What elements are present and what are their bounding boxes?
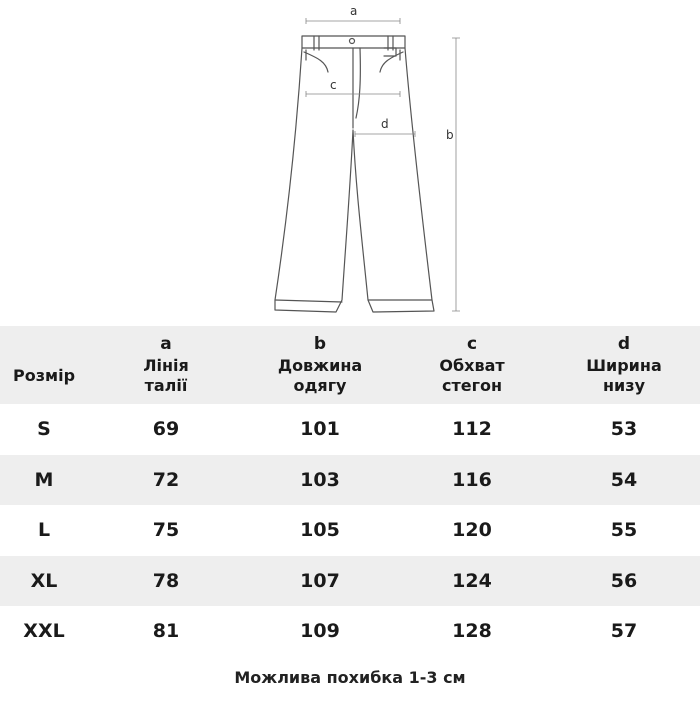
- header-size: [0, 326, 88, 404]
- cell-length: 103: [300, 468, 340, 491]
- cell-bottom-width: 54: [610, 468, 638, 491]
- cell-length: 109: [300, 620, 340, 643]
- header-letter: d: [617, 334, 631, 354]
- cell-size: XL: [30, 569, 58, 592]
- header-line: талії: [144, 376, 188, 395]
- cell-hips: 116: [452, 468, 492, 491]
- header-letter: b: [313, 334, 327, 354]
- size-chart-table: [0, 326, 700, 657]
- table-row: [0, 556, 700, 607]
- cell-hips: 124: [452, 569, 492, 592]
- cell-hips: 112: [452, 418, 492, 441]
- cell-hips: 120: [452, 519, 492, 542]
- cell-hips: 128: [452, 620, 492, 643]
- table-header-row: [0, 326, 700, 404]
- header-line: Лінія: [143, 356, 189, 375]
- header-waist: [88, 326, 244, 404]
- header-bottom-width: [548, 326, 700, 404]
- header-line: стегон: [441, 376, 502, 395]
- cell-size: L: [37, 519, 51, 542]
- table-row: [0, 606, 700, 657]
- dimension-label-d: d: [381, 117, 389, 131]
- dimension-label-a: a: [350, 4, 358, 18]
- header-line: Ширина: [586, 356, 662, 375]
- header-size-label: Розмір: [12, 366, 76, 385]
- table-row: [0, 455, 700, 506]
- tolerance-note: Можлива похибка 1-3 см: [234, 668, 466, 687]
- cell-length: 107: [300, 569, 340, 592]
- table-row: [0, 404, 700, 455]
- cell-size: XXL: [23, 620, 65, 643]
- jeans-measurement-diagram: [0, 0, 700, 325]
- cell-length: 101: [300, 418, 340, 441]
- cell-length: 105: [300, 519, 340, 542]
- header-letter: c: [466, 334, 478, 354]
- jeans-outline-icon: [0, 0, 700, 325]
- cell-waist: 72: [152, 468, 180, 491]
- cell-waist: 69: [152, 418, 180, 441]
- dimension-label-c: c: [330, 78, 337, 92]
- dimension-label-b: b: [446, 128, 454, 142]
- cell-size: S: [37, 418, 51, 441]
- cell-size: M: [34, 468, 54, 491]
- header-hips: [396, 326, 548, 404]
- header-line: Обхват: [439, 356, 505, 375]
- cell-bottom-width: 56: [610, 569, 638, 592]
- table-row: [0, 505, 700, 556]
- header-length: [244, 326, 396, 404]
- cell-waist: 78: [152, 569, 180, 592]
- cell-bottom-width: 55: [610, 519, 638, 542]
- header-letter: a: [160, 334, 172, 354]
- cell-waist: 81: [152, 620, 180, 643]
- header-line: низу: [603, 376, 645, 395]
- header-line: Довжина: [277, 356, 363, 375]
- header-line: одягу: [293, 376, 347, 395]
- cell-waist: 75: [152, 519, 180, 542]
- cell-bottom-width: 53: [610, 418, 638, 441]
- cell-bottom-width: 57: [610, 620, 638, 643]
